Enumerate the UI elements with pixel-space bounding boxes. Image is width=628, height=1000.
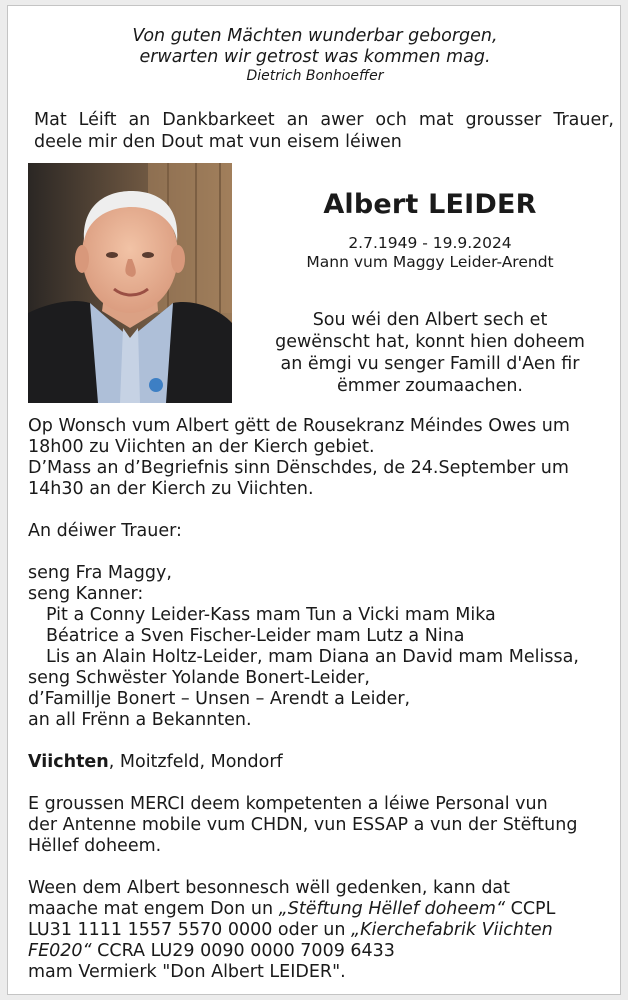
birth-death-dates: 2.7.1949 - 19.9.2024 xyxy=(348,234,512,252)
mourner-other: seng Schwëster Yolande Bonert-Leider, xyxy=(28,668,370,688)
deceased-name: Albert LEIDER xyxy=(323,189,537,220)
life-dates xyxy=(238,234,622,272)
obituary-card xyxy=(7,5,621,995)
thanks-line: E groussen MERCI deem kompetenten a léiwe Personal vun xyxy=(28,794,548,814)
spacer xyxy=(28,731,618,752)
obituary-body xyxy=(28,416,618,983)
places-line xyxy=(28,752,618,773)
donation-text: CCRA LU29 0090 0000 7009 6433 xyxy=(91,941,395,961)
spacer xyxy=(28,773,618,794)
mourner-other: d’Famillje Bonert – Unsen – Arendt a Leider, xyxy=(28,689,411,709)
donation-church-code: FE020“ xyxy=(28,941,92,961)
spacer xyxy=(28,500,618,521)
donation-church: „Kierchefabrik Viichten xyxy=(351,920,553,940)
donation-text: maache mat engem Don un xyxy=(28,899,279,919)
donation-line xyxy=(28,920,618,941)
spacer xyxy=(28,542,618,563)
portrait-photo-icon xyxy=(28,163,232,403)
donation-line xyxy=(28,941,618,962)
donation-line xyxy=(28,899,618,920)
donation-text: LU31 1111 1557 5570 0000 oder un xyxy=(28,920,351,940)
relation: Mann vum Maggy Leider-Arendt xyxy=(306,253,554,271)
funeral-line: 18h00 zu Viichten an der Kierch gebiet. xyxy=(28,437,375,457)
quote-line: Von guten Mächten wunderbar geborgen, xyxy=(132,26,498,46)
phrase-line: an ëmgi vu senger Famill d'Aen fir xyxy=(280,354,580,374)
donation-line: Ween dem Albert besonnesch wëll gedenken, kann dat xyxy=(28,878,511,898)
mourner-children-label: seng Kanner: xyxy=(28,584,144,604)
portrait-photo xyxy=(28,163,232,403)
farewell-phrase xyxy=(238,309,622,397)
spacer xyxy=(28,857,618,878)
intro-line: Mat Léift an Dankbarkeet an awer och mat grousser Trauer, xyxy=(34,110,614,130)
mourner-child: Pit a Conny Leider-Kass mam Tun a Vicki mam Mika xyxy=(46,605,496,625)
phrase-line: gewënscht hat, konnt hien doheem xyxy=(275,332,585,352)
mourner-other: an all Frënn a Bekannten. xyxy=(28,710,252,730)
donation-text: CCPL xyxy=(505,899,556,919)
phrase-line: Sou wéi den Albert sech et xyxy=(312,310,548,330)
places-bold: Viichten xyxy=(28,752,109,772)
intro-line: deele mir den Dout mat vun eisem léiwen xyxy=(34,132,402,152)
donation-line: mam Vermierk "Don Albert LEIDER". xyxy=(28,962,346,982)
thanks-line: Hëllef doheem. xyxy=(28,836,162,856)
funeral-line: D’Mass an d’Begriefnis sinn Dënschdes, de 24.September um xyxy=(28,458,569,478)
funeral-line: Op Wonsch vum Albert gëtt de Rousekranz Méindes Owes um xyxy=(28,416,570,436)
quote xyxy=(8,26,622,68)
mourner-wife: seng Fra Maggy, xyxy=(28,563,172,583)
donation-foundation: „Stëftung Hëllef doheem“ xyxy=(278,899,506,919)
mourner-child: Béatrice a Sven Fischer-Leider mam Lutz a Nina xyxy=(46,626,465,646)
mourner-child: Lis an Alain Holtz-Leider, mam Diana an David mam Melissa, xyxy=(46,647,579,667)
mourners-heading: An déiwer Trauer: xyxy=(28,521,182,541)
quote-line: erwarten wir getrost was kommen mag. xyxy=(139,47,491,67)
thanks-line: der Antenne mobile vum CHDN, vun ESSAP a vun der Stëftung xyxy=(28,815,578,835)
places-rest: , Moitzfeld, Mondorf xyxy=(108,752,283,772)
intro-text xyxy=(34,109,614,153)
phrase-line: ëmmer zoumaachen. xyxy=(337,376,523,396)
quote-author: Dietrich Bonhoeffer xyxy=(246,68,384,84)
funeral-line: 14h30 an der Kierch zu Viichten. xyxy=(28,479,314,499)
